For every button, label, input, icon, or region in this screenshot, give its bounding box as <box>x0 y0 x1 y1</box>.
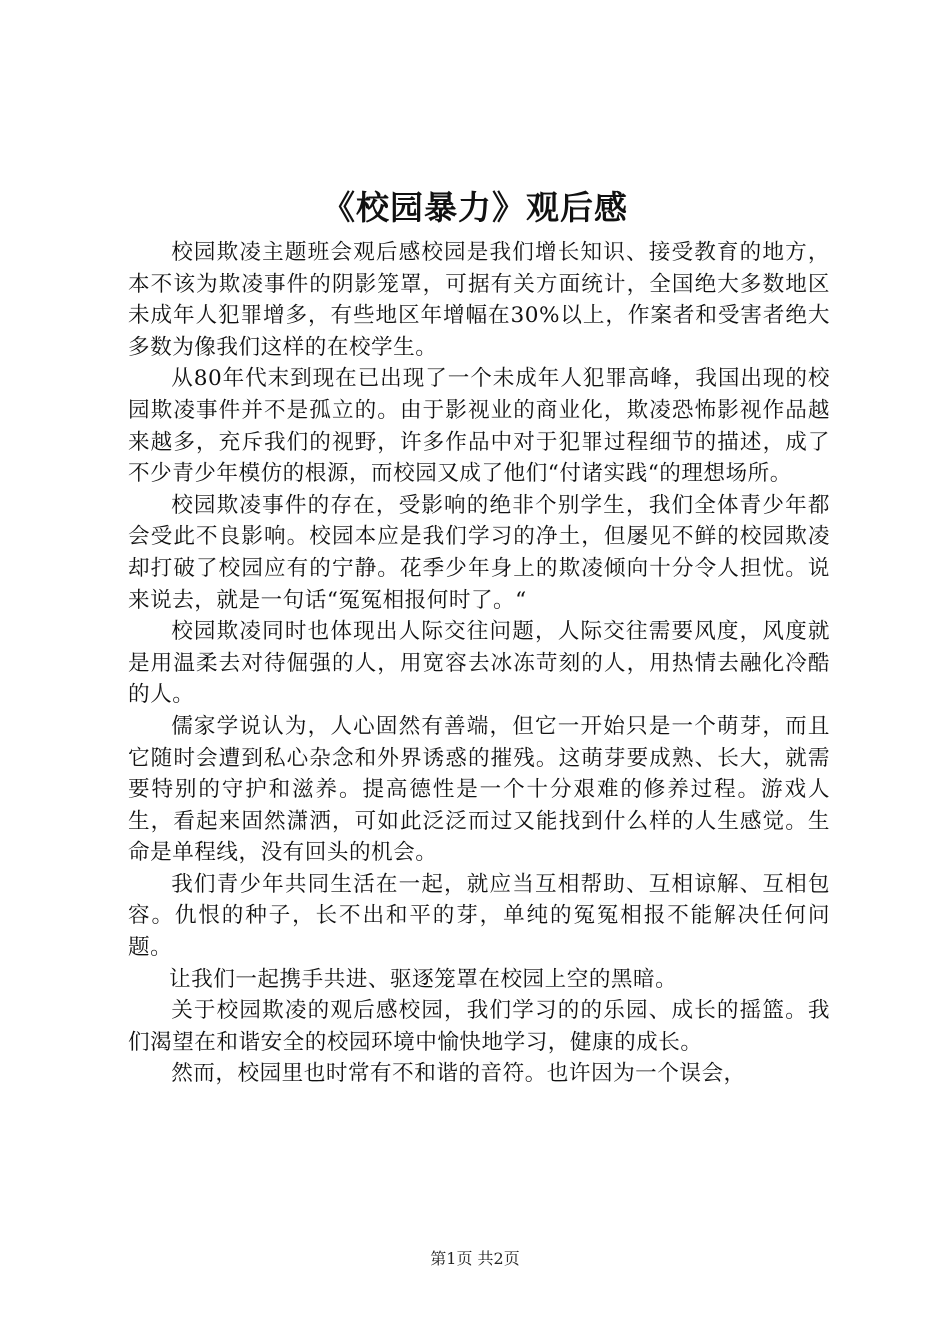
paragraph: 儒家学说认为，人心固然有善端，但它一开始只是一个萌芽，而且它随时会遭到私心杂念和外界诱惑的摧残。这萌芽要成熟、长大，就需要特别的守护和滋养。提高德性是一个十分艰难的修养过程。游戏人生，看起来固然潇洒，可如此泛泛而过又能找到什么样的人生感觉。生命是单程线，没有回头的机会。 <box>128 713 830 866</box>
document-title: 《校园暴力》观后感 <box>322 188 628 227</box>
paragraph: 校园欺凌事件的存在，受影响的绝非个别学生，我们全体青少年都会受此不良影响。校园本应是我们学习的净土，但屡见不鲜的校园欺凌却打破了校园应有的宁静。花季少年身上的欺凌倾向十分令人担忧。说来说去，就是一句话“冤冤相报何时了。“ <box>128 492 830 613</box>
paragraph: 校园欺凌同时也体现出人际交往问题，人际交往需要风度，风度就是用温柔去对待倔强的人，用宽容去冰冻苛刻的人，用热情去融化冷酷的人。 <box>128 619 830 708</box>
paragraph: 然而，校园里也时常有不和谐的音符。也许因为一个误会， <box>171 1061 746 1087</box>
paragraph: 关于校园欺凌的观后感校园，我们学习的的乐园、成长的摇篮。我们渴望在和谐安全的校园环境中愉快地学习，健康的成长。 <box>128 998 830 1055</box>
paragraph: 让我们一起携手共进、驱逐笼罩在校园上空的黑暗。 <box>169 966 678 992</box>
document-body <box>128 237 830 1090</box>
page-number-footer: 第1页 共2页 <box>430 1249 520 1268</box>
paragraph: 从80年代末到现在已出现了一个未成年人犯罪高峰，我国出现的校园欺凌事件并不是孤立的。由于影视业的商业化，欺凌恐怖影视作品越来越多，充斥我们的视野，许多作品中对于犯罪过程细节的描述，成了不少青少年模仿的根源，而校园又成了他们“付诸实践“的理想场所。 <box>128 366 830 487</box>
paragraph: 我们青少年共同生活在一起，就应当互相帮助、互相谅解、互相包容。仇恨的种子，长不出和平的芽，单纯的冤冤相报不能解决任何问题。 <box>128 871 830 961</box>
paragraph: 校园欺凌主题班会观后感校园是我们增长知识、接受教育的地方，本不该为欺凌事件的阴影笼罩，可据有关方面统计，全国绝大多数地区未成年人犯罪增多，有些地区年增幅在30%以上，作案者和受害者绝大多数为像我们这样的在校学生。 <box>128 240 830 360</box>
